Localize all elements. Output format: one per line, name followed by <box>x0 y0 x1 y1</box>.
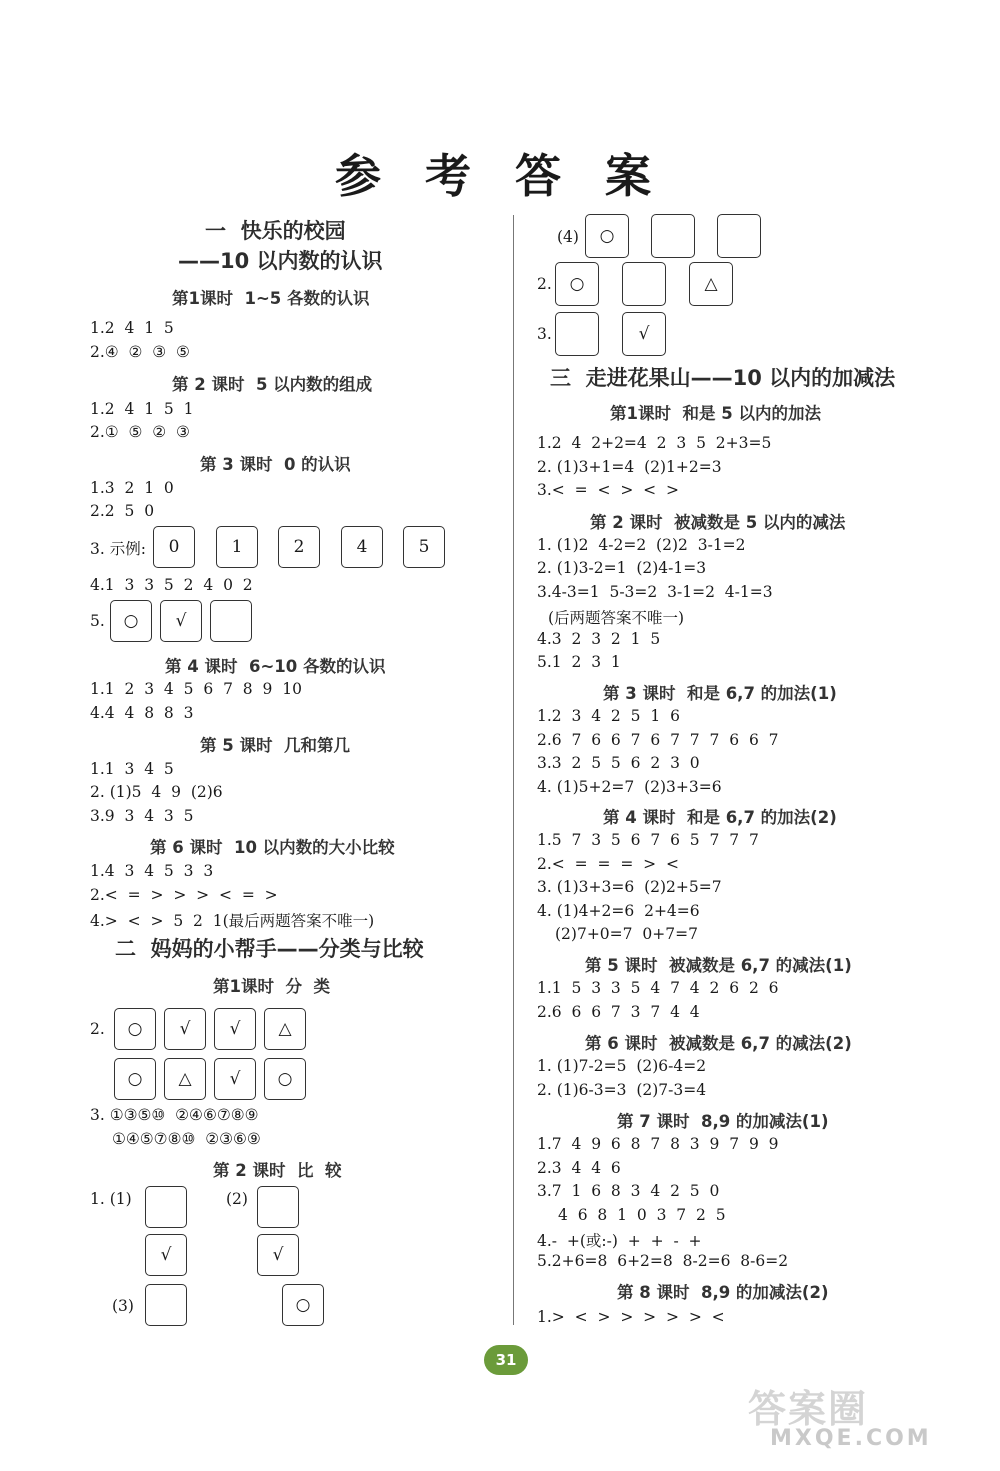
answer-box: 1 <box>216 526 258 568</box>
lesson-title: 第 3 课时 和是 6,7 的加法(1) <box>603 684 837 703</box>
lesson-title: 第 2 课时 比 较 <box>213 1161 342 1180</box>
watermark-text: 答案圈 <box>748 1387 869 1431</box>
answer-box: √ <box>214 1058 256 1100</box>
answer-line: 5. <box>90 612 105 630</box>
answer-line: 2.① ⑤ ② ③ <box>90 423 190 441</box>
answer-box: ○ <box>110 600 152 642</box>
answer-box <box>651 214 695 258</box>
answer-line: 4. (1)4+2=6 2+4=6 <box>537 902 700 920</box>
answer-box <box>210 600 252 642</box>
answer-line: 1.4 3 4 5 3 3 <box>90 862 214 880</box>
answer-line: (3) <box>112 1297 134 1315</box>
answer-line: 2.< = > > > < = > <box>90 886 278 904</box>
answer-line: 1.2 4 1 5 1 <box>90 400 194 418</box>
watermark-logo <box>748 1378 988 1458</box>
answer-line: 2. <box>537 275 552 293</box>
answer-box: 4 <box>341 526 383 568</box>
answer-box: 0 <box>153 526 195 568</box>
lesson-title: 第 8 课时 8,9 的加减法(2) <box>617 1283 829 1302</box>
answer-line: 3. <box>537 325 552 343</box>
lesson-title: 第 6 课时 10 以内数的大小比较 <box>150 838 395 857</box>
answer-line: 3.< = < > < > <box>537 481 679 499</box>
watermark-url: MXQE.COM <box>770 1426 932 1451</box>
answer-line: 1.2 4 1 5 <box>90 319 174 337</box>
lesson-title: 第1课时 1~5 各数的认识 <box>172 289 370 308</box>
answer-box <box>145 1284 187 1326</box>
lesson-title: 第 3 课时 0 的认识 <box>200 455 351 474</box>
answer-line: 4.- +(或:-) + + - + <box>537 1232 702 1250</box>
answer-line: 4.1 3 3 5 2 4 0 2 <box>90 576 253 594</box>
answer-line: 2. (1)3+1=4 (2)1+2=3 <box>537 458 722 476</box>
answer-line: 2.④ ② ③ ⑤ <box>90 343 190 361</box>
answer-box <box>145 1186 187 1228</box>
answer-line: 4.> < > 5 2 1(最后两题答案不唯一) <box>90 912 375 930</box>
lesson-title: 第 2 课时 5 以内数的组成 <box>172 375 373 394</box>
answer-line: 5.1 2 3 1 <box>537 653 621 671</box>
answer-box: ○ <box>585 214 629 258</box>
answer-line: 1.2 4 2+2=4 2 3 5 2+3=5 <box>537 434 772 452</box>
answer-line: 3. (1)3+3=6 (2)2+5=7 <box>537 878 722 896</box>
answer-line: (后两题答案不唯一) <box>548 609 685 627</box>
answer-line: 2. (1)3-2=1 (2)4-1=3 <box>537 559 707 577</box>
unit3-title: 三 走进花果山——10 以内的加减法 <box>550 366 896 390</box>
answer-line: 3.4-3=1 5-3=2 3-1=2 4-1=3 <box>537 583 773 601</box>
answer-box: ○ <box>555 262 599 306</box>
answer-line: 1.2 3 4 2 5 1 6 <box>537 707 680 725</box>
answer-line: 1.1 5 3 3 5 4 7 4 2 6 2 6 <box>537 979 779 997</box>
answer-box: △ <box>164 1058 206 1100</box>
answer-box: △ <box>689 262 733 306</box>
lesson-title: 第 2 课时 被减数是 5 以内的减法 <box>590 513 846 532</box>
answer-box: ○ <box>282 1284 324 1326</box>
answer-box: 2 <box>278 526 320 568</box>
answer-box: √ <box>160 600 202 642</box>
answer-box: √ <box>164 1008 206 1050</box>
answer-line: 2.< = = = > < <box>537 855 679 873</box>
answer-line: 2. (1)6-3=3 (2)7-3=4 <box>537 1081 707 1099</box>
answer-line: 1.1 3 4 5 <box>90 760 174 778</box>
answer-line: 2.6 6 6 7 3 7 4 4 <box>537 1003 700 1021</box>
answer-box <box>717 214 761 258</box>
answer-box <box>622 262 666 306</box>
unit1-title: 一 快乐的校园 <box>205 219 346 243</box>
answer-line: 2.6 7 6 6 7 6 7 7 7 6 6 7 <box>537 731 779 749</box>
lesson-title: 第1课时 和是 5 以内的加法 <box>610 404 821 423</box>
lesson-title: 第 5 课时 被减数是 6,7 的减法(1) <box>585 956 852 975</box>
answer-box: ○ <box>264 1058 306 1100</box>
answer-box: ○ <box>114 1008 156 1050</box>
lesson-title: 第 7 课时 8,9 的加减法(1) <box>617 1112 829 1131</box>
unit2-title: 二 妈妈的小帮手——分类与比较 <box>115 937 424 961</box>
answer-line: 4. (1)5+2=7 (2)3+3=6 <box>537 778 722 796</box>
answer-line: 1. (1) <box>90 1190 132 1208</box>
answer-box: ○ <box>114 1058 156 1100</box>
answer-box <box>555 312 599 356</box>
answer-line: 1.> < > > > > > < <box>537 1308 725 1326</box>
answer-line: 1. (1)7-2=5 (2)6-4=2 <box>537 1057 707 1075</box>
answer-line: 3.9 3 4 3 5 <box>90 807 194 825</box>
answer-line: (2)7+0=7 0+7=7 <box>555 925 698 943</box>
answer-box <box>257 1186 299 1228</box>
answer-line: 2. <box>90 1020 105 1038</box>
answer-line: (4) <box>557 228 579 246</box>
lesson-title: 第1课时 分 类 <box>213 977 330 996</box>
answer-line: 4.4 4 8 8 3 <box>90 704 194 722</box>
answer-line: 1. (1)2 4-2=2 (2)2 3-1=2 <box>537 536 746 554</box>
answer-line: ①④⑤⑦⑧⑩ ②③⑥⑨ <box>112 1130 261 1148</box>
page-title: 参 考 答 案 <box>334 149 666 203</box>
answer-line: 3.7 1 6 8 3 4 2 5 0 <box>537 1182 720 1200</box>
lesson-title: 第 4 课时 6~10 各数的认识 <box>165 657 386 676</box>
answer-box: √ <box>257 1234 299 1276</box>
lesson-title: 第 4 课时 和是 6,7 的加法(2) <box>603 808 837 827</box>
unit1-subtitle: ——10 以内数的认识 <box>178 249 383 273</box>
answer-box: √ <box>145 1234 187 1276</box>
lesson-title: 第 6 课时 被减数是 6,7 的减法(2) <box>585 1034 852 1053</box>
answer-line: 2.2 5 0 <box>90 502 155 520</box>
page-number-badge: 31 <box>484 1345 528 1375</box>
answer-line: 1.1 2 3 4 5 6 7 8 9 10 <box>90 680 302 698</box>
answer-line: 3. ①③⑤⑩ ②④⑥⑦⑧⑨ <box>90 1106 259 1124</box>
answer-line: 2. (1)5 4 9 (2)6 <box>90 783 223 801</box>
answer-line: 4.3 2 3 2 1 5 <box>537 630 661 648</box>
answer-line: 3.3 2 5 5 6 2 3 0 <box>537 754 700 772</box>
answer-line: 1.5 7 3 5 6 7 6 5 7 7 7 <box>537 831 759 849</box>
answer-box: △ <box>264 1008 306 1050</box>
answer-line: 3. 示例: <box>90 540 146 558</box>
answer-line: 1.3 2 1 0 <box>90 479 174 497</box>
answer-line: 2.3 4 4 6 <box>537 1159 621 1177</box>
answer-line: (2) <box>226 1190 248 1208</box>
answer-line: 1.7 4 9 6 8 7 8 3 9 7 9 9 <box>537 1135 779 1153</box>
column-divider <box>513 215 514 1325</box>
answer-box: √ <box>622 312 666 356</box>
answer-line: 5.2+6=8 6+2=8 8-2=6 8-6=2 <box>537 1252 789 1270</box>
lesson-title: 第 5 课时 几和第几 <box>200 736 350 755</box>
answer-line: 4 6 8 1 0 3 7 2 5 <box>558 1206 726 1224</box>
answer-box: √ <box>214 1008 256 1050</box>
answer-box: 5 <box>403 526 445 568</box>
